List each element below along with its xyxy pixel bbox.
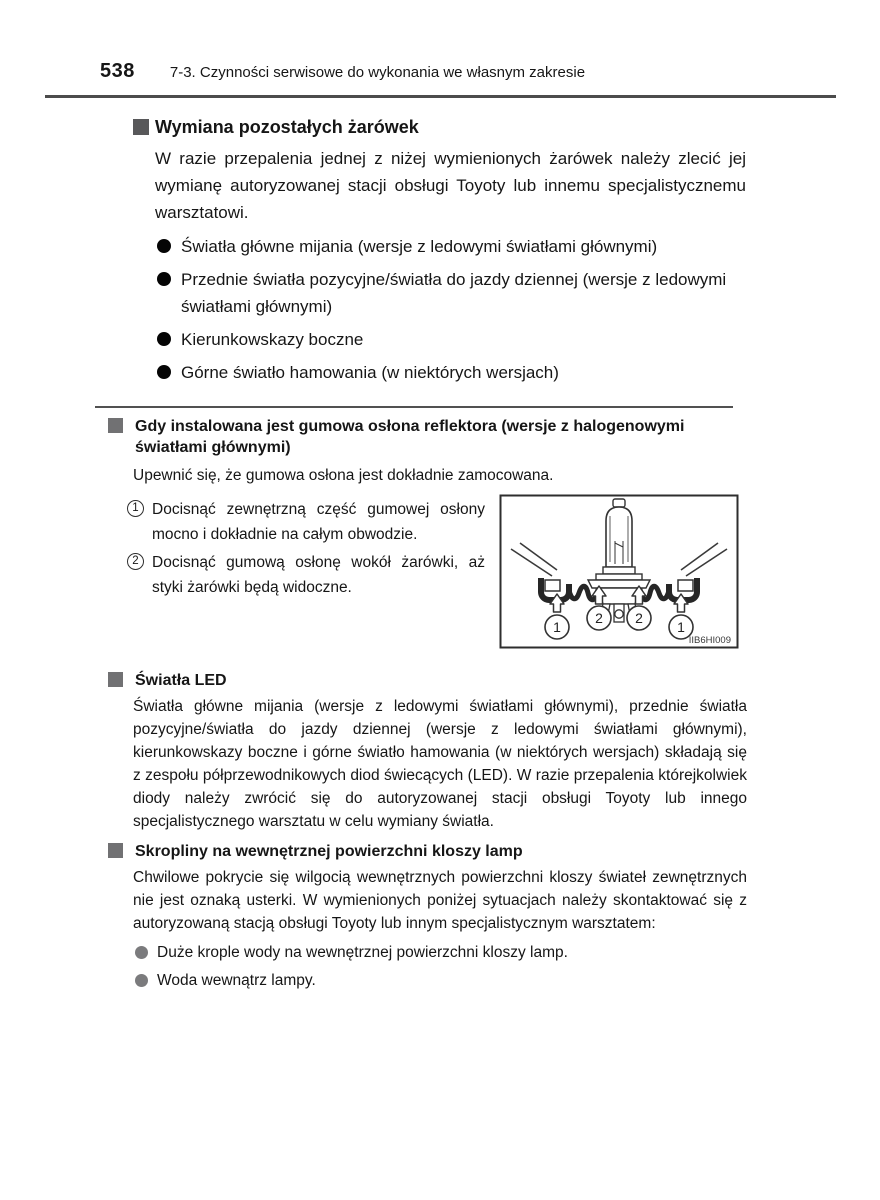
square-marker-icon (133, 119, 149, 135)
bullet-icon (135, 946, 148, 959)
bullet-icon (157, 332, 171, 346)
list-item-text: Przednie światła pozycyjne/światła do jazdy dziennej (wersje z ledowymi światłami głównymi) (181, 270, 727, 316)
bulb-diagram-svg (499, 494, 739, 649)
instruction-steps (127, 494, 485, 600)
section-led-lights (108, 670, 880, 833)
callout-number: 2 (635, 610, 643, 626)
section-heading (133, 116, 746, 138)
step-item (127, 550, 485, 600)
callout-number: 1 (677, 619, 685, 635)
step-item (127, 497, 485, 547)
list-item-text: Światła główne mijania (wersje z ledowymi światłami głównymi) (181, 237, 658, 256)
section-title: Wymiana pozostałych żarówek (155, 117, 419, 137)
section-title: Skropliny na wewnętrznej powierzchni kloszy lamp (135, 843, 523, 860)
list-item (157, 233, 746, 260)
list-item-text: Woda wewnątrz lampy. (157, 972, 316, 989)
callout-number: 1 (553, 619, 561, 635)
chapter-title: 7-3. Czynności serwisowe do wykonania we własnym zakresie (169, 64, 586, 81)
steps-and-figure (108, 494, 880, 654)
callout-number: 2 (595, 610, 603, 626)
section-rubber-cover (108, 416, 880, 654)
step-text: Docisnąć gumową osłonę wokół żarówki, aż styki żarówki będą widoczne. (152, 554, 485, 596)
bullet-icon (157, 365, 171, 379)
square-marker-icon (108, 672, 123, 687)
list-item-text: Duże krople wody na wewnętrznej powierzchni kloszy lamp. (157, 944, 568, 961)
step-number-circle: 1 (127, 500, 144, 517)
condensation-list (108, 942, 880, 991)
section-title: Światła LED (135, 672, 227, 689)
list-item (135, 942, 880, 963)
step-number-circle: 2 (127, 553, 144, 570)
section-intro: Upewnić się, że gumowa osłona jest dokładnie zamocowana. (133, 467, 554, 484)
section-condensation (108, 841, 880, 991)
section-title: Gdy instalowana jest gumowa osłona reflektora (wersje z halogenowymi światłami głównymi) (135, 418, 685, 456)
bullet-icon (135, 974, 148, 987)
section-heading (108, 670, 740, 691)
list-item (157, 326, 746, 353)
section-body: Chwilowe pokrycie się wilgocią wewnętrznych powierzchni kloszy świateł zewnętrznych nie jest oznaką usterki. W wymienionych poniżej sytuacjach należy skontaktować się z autoryzowaną stacją obsługi Toyoty lub innym specjalistycznym warsztatem: (133, 869, 747, 932)
header-rule (45, 95, 836, 98)
step-text: Docisnąć zewnętrzną część gumowej osłony mocno i dokładnie na całym obwodzie. (152, 501, 485, 543)
section-intro: W razie przepalenia jednej z niżej wymienionych żarówek należy zlecić jej wymianę autoryzowanej stacji obsługi Toyoty lub innemu specjalistycznemu warsztatowi. (155, 149, 746, 222)
figure-reference-label: IIB6HI009 (688, 635, 731, 646)
section-body: Światła główne mijania (wersje z ledowymi światłami głównymi), przednie światła pozycyjne/światła do jazdy dziennej (wersje z ledowymi światłami głównymi), kierunkowskazy boczne i górne światło hamowania (w niektórych wersjach) składają się z zespołu półprzewodnikowych diod świecących (LED). W razie przepalenia którejkolwiek diody należy zwrócić się do autoryzowanej stacji obsługi Toyoty lub innego specjalistycznego warsztatu w celu wymiany światła. (133, 698, 747, 830)
bullet-icon (157, 272, 171, 286)
section-divider-rule (95, 406, 733, 408)
section-heading (108, 416, 740, 458)
list-item (157, 266, 746, 320)
list-item-text: Górne światło hamowania (w niektórych wersjach) (181, 363, 559, 382)
headlight-bulb-figure (499, 494, 739, 654)
list-item-text: Kierunkowskazy boczne (181, 330, 364, 349)
section-heading (108, 841, 740, 862)
page-header (0, 0, 880, 83)
page-number: 538 (100, 60, 135, 82)
square-marker-icon (108, 418, 123, 433)
bulb-list (133, 233, 746, 386)
list-item (135, 970, 880, 991)
square-marker-icon (108, 843, 123, 858)
bullet-icon (157, 239, 171, 253)
list-item (157, 359, 746, 386)
section-bulb-replacement (133, 116, 746, 386)
